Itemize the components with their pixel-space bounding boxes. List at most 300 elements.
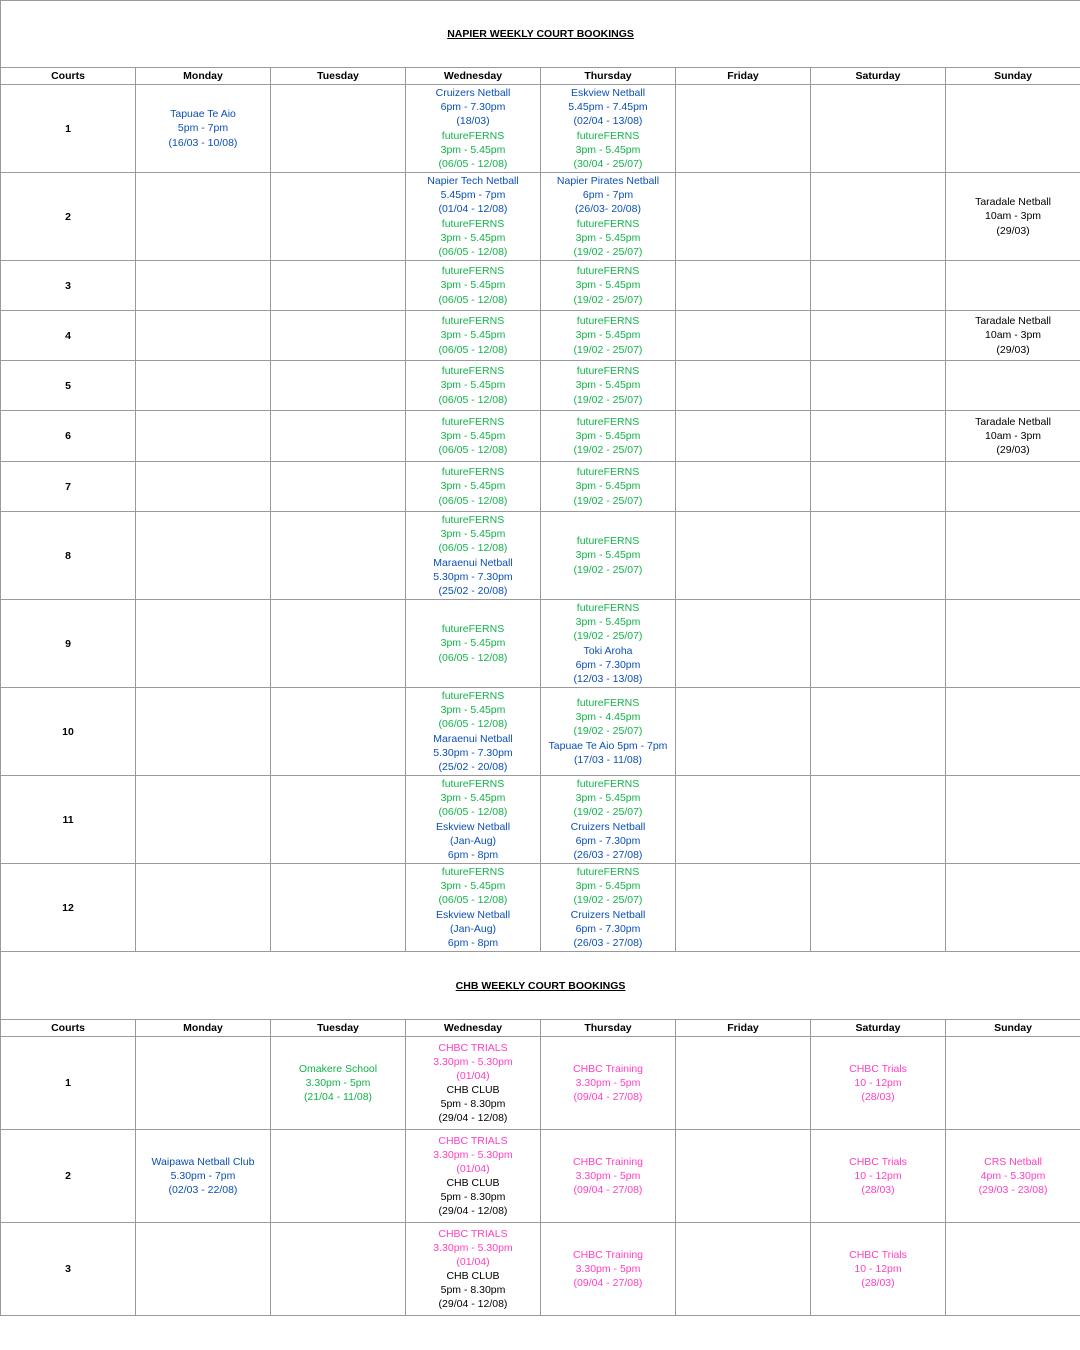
booking-line: 3.30pm - 5.30pm [433, 1241, 513, 1254]
booking-line: futureFERNS [441, 365, 505, 378]
booking-line: (01/04) [456, 1162, 490, 1175]
booking-line: 5pm - 8.30pm [440, 1284, 506, 1297]
booking-line: 3pm - 5.45pm [440, 379, 506, 392]
booking-line: (26/03 - 27/08) [573, 848, 643, 861]
court-number: 3 [1, 261, 136, 311]
booking-line: (29/04 - 12/08) [438, 1205, 508, 1218]
booking-cell-saturday [811, 462, 946, 512]
booking-cell-sunday [946, 1037, 1080, 1130]
booking-cell-sunday [946, 1130, 1080, 1223]
booking-cell-tuesday [271, 688, 406, 776]
booking-cell-thursday [541, 462, 676, 512]
booking-entry [811, 1155, 945, 1197]
booking-line: (19/02 - 25/07) [573, 444, 643, 457]
booking-line: Napier Tech Netball [427, 175, 519, 188]
booking-cell-sunday [946, 261, 1080, 311]
header-sunday: Sunday [946, 1020, 1080, 1037]
booking-cell-monday [136, 512, 271, 600]
booking-entry [541, 1062, 675, 1104]
court-row [1, 462, 1080, 512]
booking-cell-monday [136, 311, 271, 361]
booking-line: 6pm - 7.30pm [575, 658, 641, 671]
booking-cell-monday [136, 173, 271, 261]
booking-cell-wednesday [406, 1223, 541, 1316]
booking-line: (30/04 - 25/07) [573, 157, 643, 170]
booking-line: Cruizers Netball [570, 908, 646, 921]
booking-line: futureFERNS [576, 602, 640, 615]
booking-cell-tuesday [271, 261, 406, 311]
booking-cell-monday [136, 1037, 271, 1130]
booking-line: 5.30pm - 7pm [170, 1169, 236, 1182]
booking-line: 3pm - 5.45pm [575, 549, 641, 562]
court-row [1, 1037, 1080, 1130]
booking-line: (06/05 - 12/08) [438, 245, 508, 258]
booking-cell-tuesday [271, 462, 406, 512]
booking-line: (29/03) [996, 444, 1030, 457]
header-monday: Monday [136, 1020, 271, 1037]
booking-cell-monday [136, 261, 271, 311]
booking-line: futureFERNS [441, 623, 505, 636]
booking-line: (06/05 - 12/08) [438, 343, 508, 356]
booking-line: (19/02 - 25/07) [573, 630, 643, 643]
booking-line: futureFERNS [441, 217, 505, 230]
booking-entry [136, 107, 270, 149]
court-number: 1 [1, 1037, 136, 1130]
booking-cell-friday [676, 85, 811, 173]
header-courts: Courts [1, 1020, 136, 1037]
booking-cell-saturday [811, 411, 946, 462]
court-row [1, 1223, 1080, 1316]
booking-line: (26/03 - 27/08) [573, 936, 643, 949]
booking-line: futureFERNS [441, 690, 505, 703]
booking-entry [811, 1248, 945, 1290]
booking-line: 4pm - 5.30pm [980, 1169, 1046, 1182]
court-row [1, 311, 1080, 361]
booking-line: (19/02 - 25/07) [573, 245, 643, 258]
booking-line: CHBC Training [572, 1248, 644, 1261]
booking-line: Omakere School [298, 1062, 378, 1075]
booking-line: 10am - 3pm [985, 429, 1042, 442]
booking-line: 3pm - 5.45pm [575, 429, 641, 442]
header-thursday: Thursday [541, 1020, 676, 1037]
booking-line: 10 - 12pm [854, 1169, 902, 1182]
booking-cell-saturday [811, 85, 946, 173]
booking-line: (01/04 - 12/08) [438, 203, 508, 216]
court-row [1, 261, 1080, 311]
booking-cell-saturday [811, 261, 946, 311]
booking-line: 3pm - 5.45pm [440, 143, 506, 156]
court-number: 4 [1, 311, 136, 361]
court-number: 3 [1, 1223, 136, 1316]
header-sunday: Sunday [946, 68, 1080, 85]
booking-line: 5.45pm - 7pm [440, 189, 506, 202]
booking-line: Taradale Netball [975, 315, 1051, 328]
booking-entry [271, 1062, 405, 1104]
booking-line: (12/03 - 13/08) [573, 672, 643, 685]
booking-line: Eskview Netball [435, 820, 511, 833]
booking-line: 3pm - 5.45pm [440, 880, 506, 893]
booking-line: 3pm - 5.45pm [575, 143, 641, 156]
booking-line: (21/04 - 11/08) [303, 1091, 373, 1104]
booking-cell-saturday [811, 864, 946, 952]
court-row [1, 85, 1080, 173]
booking-cell-saturday [811, 361, 946, 411]
booking-line: futureFERNS [576, 697, 640, 710]
court-number: 2 [1, 1130, 136, 1223]
booking-line: (09/04 - 27/08) [573, 1184, 643, 1197]
booking-cell-tuesday [271, 361, 406, 411]
booking-cell-thursday [541, 1130, 676, 1223]
booking-line: 10am - 3pm [985, 329, 1042, 342]
booking-line: futureFERNS [576, 129, 640, 142]
booking-cell-friday [676, 1223, 811, 1316]
booking-line: (01/04) [456, 1255, 490, 1268]
booking-cell-saturday [811, 1037, 946, 1130]
booking-entry [406, 1041, 540, 1083]
booking-line: 3pm - 5.45pm [440, 792, 506, 805]
booking-cell-saturday [811, 512, 946, 600]
court-number: 12 [1, 864, 136, 952]
court-row [1, 776, 1080, 864]
booking-cell-sunday [946, 688, 1080, 776]
booking-cell-thursday [541, 688, 676, 776]
booking-entry [406, 908, 540, 950]
booking-line: futureFERNS [576, 217, 640, 230]
booking-cell-wednesday [406, 776, 541, 864]
booking-cell-friday [676, 864, 811, 952]
booking-cell-friday [676, 173, 811, 261]
booking-cell-tuesday [271, 776, 406, 864]
booking-entry [406, 415, 540, 457]
booking-entry [406, 314, 540, 356]
booking-line: 5pm - 8.30pm [440, 1098, 506, 1111]
booking-cell-friday [676, 600, 811, 688]
booking-cell-sunday [946, 462, 1080, 512]
booking-entry [541, 174, 675, 216]
booking-cell-monday [136, 85, 271, 173]
booking-line: CHBC Training [572, 1155, 644, 1168]
booking-cell-wednesday [406, 173, 541, 261]
booking-line: 3pm - 5.45pm [575, 379, 641, 392]
booking-line: Taradale Netball [975, 196, 1051, 209]
header-wednesday: Wednesday [406, 68, 541, 85]
booking-cell-monday [136, 361, 271, 411]
booking-cell-wednesday [406, 462, 541, 512]
booking-line: 3pm - 4.45pm [575, 711, 641, 724]
booking-line: 3pm - 5.45pm [575, 279, 641, 292]
booking-cell-wednesday [406, 512, 541, 600]
booking-cell-saturday [811, 688, 946, 776]
booking-line: (25/02 - 20/08) [438, 760, 508, 773]
booking-line: 6pm - 7pm [582, 189, 634, 202]
booking-entry [406, 1227, 540, 1269]
napier-rows [1, 85, 1080, 952]
booking-line: futureFERNS [441, 466, 505, 479]
booking-line: CRS Netball [984, 1155, 1042, 1168]
booking-cell-sunday [946, 1223, 1080, 1316]
booking-cell-thursday [541, 261, 676, 311]
booking-line: CHBC TRIALS [438, 1134, 508, 1147]
booking-cell-friday [676, 462, 811, 512]
booking-line: 6pm - 7.30pm [575, 834, 641, 847]
booking-entry [406, 1134, 540, 1176]
booking-line: (29/03) [996, 343, 1030, 356]
booking-cell-sunday [946, 512, 1080, 600]
booking-line: (19/02 - 25/07) [573, 725, 643, 738]
booking-line: 3pm - 5.45pm [575, 616, 641, 629]
booking-entry [541, 217, 675, 259]
court-row [1, 600, 1080, 688]
booking-line: (09/04 - 27/08) [573, 1091, 643, 1104]
booking-line: 5.30pm - 7.30pm [433, 570, 513, 583]
booking-line: Tapuae Te Aio 5pm - 7pm [548, 739, 668, 752]
booking-cell-monday [136, 1223, 271, 1316]
booking-cell-thursday [541, 311, 676, 361]
booking-entry [406, 264, 540, 306]
booking-line: 5.45pm - 7.45pm [568, 101, 648, 114]
booking-line: futureFERNS [576, 365, 640, 378]
booking-cell-thursday [541, 173, 676, 261]
booking-line: (06/05 - 12/08) [438, 542, 508, 555]
booking-line: (Jan-Aug) [449, 834, 497, 847]
booking-line: (28/03) [861, 1091, 895, 1104]
booking-line: futureFERNS [441, 866, 505, 879]
booking-line: (29/03) [996, 224, 1030, 237]
booking-cell-tuesday [271, 1223, 406, 1316]
header-wednesday: Wednesday [406, 1020, 541, 1037]
booking-entry [406, 129, 540, 171]
booking-line: CHBC Trials [849, 1248, 907, 1261]
court-row [1, 688, 1080, 776]
booking-line: Cruizers Netball [570, 820, 646, 833]
booking-entry [541, 601, 675, 643]
booking-cell-wednesday [406, 864, 541, 952]
booking-line: (06/05 - 12/08) [438, 494, 508, 507]
booking-cell-monday [136, 600, 271, 688]
booking-cell-saturday [811, 776, 946, 864]
booking-line: 3pm - 5.45pm [440, 279, 506, 292]
booking-line: Cruizers Netball [435, 87, 511, 100]
booking-line: (19/02 - 25/07) [573, 393, 643, 406]
booking-line: (Jan-Aug) [449, 922, 497, 935]
booking-line: CHBC Training [572, 1062, 644, 1075]
booking-line: (06/05 - 12/08) [438, 894, 508, 907]
booking-cell-monday [136, 462, 271, 512]
booking-cell-sunday [946, 600, 1080, 688]
booking-entry [136, 1155, 270, 1197]
booking-cell-wednesday [406, 411, 541, 462]
booking-entry [946, 314, 1080, 356]
booking-entry [541, 1248, 675, 1290]
header-friday: Friday [676, 1020, 811, 1037]
booking-cell-friday [676, 512, 811, 600]
booking-cell-monday [136, 411, 271, 462]
booking-entry [406, 513, 540, 555]
booking-cell-friday [676, 311, 811, 361]
court-row [1, 173, 1080, 261]
booking-entry [541, 777, 675, 819]
booking-cell-monday [136, 776, 271, 864]
booking-line: 3pm - 5.45pm [440, 528, 506, 541]
booking-line: 3pm - 5.45pm [575, 329, 641, 342]
header-thursday: Thursday [541, 68, 676, 85]
booking-line: (06/05 - 12/08) [438, 718, 508, 731]
booking-cell-sunday [946, 411, 1080, 462]
booking-cell-friday [676, 1130, 811, 1223]
booking-cell-tuesday [271, 600, 406, 688]
napier-title: NAPIER WEEKLY COURT BOOKINGS [1, 1, 1080, 68]
booking-cell-thursday [541, 361, 676, 411]
booking-line: 6pm - 7.30pm [440, 101, 506, 114]
booking-entry [811, 1062, 945, 1104]
booking-cell-friday [676, 1037, 811, 1130]
booking-entry [946, 195, 1080, 237]
napier-header-row [1, 68, 1080, 85]
booking-line: 10am - 3pm [985, 210, 1042, 223]
booking-cell-saturday [811, 1130, 946, 1223]
booking-line: 6pm - 8pm [447, 848, 499, 861]
booking-cell-wednesday [406, 361, 541, 411]
booking-cell-sunday [946, 311, 1080, 361]
booking-line: 10 - 12pm [854, 1076, 902, 1089]
booking-cell-thursday [541, 864, 676, 952]
booking-cell-sunday [946, 776, 1080, 864]
booking-line: (19/02 - 25/07) [573, 563, 643, 576]
booking-cell-sunday [946, 361, 1080, 411]
booking-line: 5.30pm - 7.30pm [433, 746, 513, 759]
booking-entry [406, 689, 540, 731]
booking-entry [406, 174, 540, 216]
booking-entry [541, 865, 675, 907]
booking-line: (28/03) [861, 1277, 895, 1290]
booking-cell-tuesday [271, 173, 406, 261]
booking-entry [406, 1083, 540, 1125]
booking-cell-tuesday [271, 864, 406, 952]
court-number: 9 [1, 600, 136, 688]
booking-line: 3pm - 5.45pm [440, 429, 506, 442]
booking-line: 5pm - 8.30pm [440, 1191, 506, 1204]
court-number: 11 [1, 776, 136, 864]
booking-line: 6pm - 7.30pm [575, 922, 641, 935]
booking-cell-tuesday [271, 512, 406, 600]
court-row [1, 512, 1080, 600]
booking-entry [406, 865, 540, 907]
booking-line: 3pm - 5.45pm [440, 329, 506, 342]
booking-cell-sunday [946, 85, 1080, 173]
booking-cell-wednesday [406, 1037, 541, 1130]
booking-line: (28/03) [861, 1184, 895, 1197]
chb-header-row [1, 1020, 1080, 1037]
booking-entry [541, 644, 675, 686]
court-row [1, 864, 1080, 952]
booking-line: (19/02 - 25/07) [573, 494, 643, 507]
booking-line: Eskview Netball [570, 87, 646, 100]
booking-line: Napier Pirates Netball [556, 175, 660, 188]
booking-entry [946, 415, 1080, 457]
header-saturday: Saturday [811, 1020, 946, 1037]
booking-line: 3.30pm - 5.30pm [433, 1148, 513, 1161]
booking-entry [541, 820, 675, 862]
booking-entry [541, 364, 675, 406]
court-row [1, 1130, 1080, 1223]
booking-entry [541, 264, 675, 306]
chb-bookings-section [1, 952, 1080, 1037]
booking-line: 3.30pm - 5.30pm [433, 1055, 513, 1068]
booking-cell-saturday [811, 600, 946, 688]
booking-cell-sunday [946, 173, 1080, 261]
napier-bookings-section [1, 1, 1080, 85]
booking-line: 3pm - 5.45pm [440, 637, 506, 650]
booking-line: (19/02 - 25/07) [573, 343, 643, 356]
booking-line: (16/03 - 10/08) [168, 136, 238, 149]
court-number: 2 [1, 173, 136, 261]
court-number: 7 [1, 462, 136, 512]
chb-title: CHB WEEKLY COURT BOOKINGS [1, 952, 1080, 1020]
booking-entry [406, 820, 540, 862]
booking-cell-friday [676, 411, 811, 462]
booking-line: (02/04 - 13/08) [573, 115, 643, 128]
booking-line: (06/05 - 12/08) [438, 293, 508, 306]
booking-entry [541, 908, 675, 950]
booking-entry [541, 696, 675, 738]
court-number: 1 [1, 85, 136, 173]
booking-cell-thursday [541, 1223, 676, 1316]
booking-line: 3.30pm - 5pm [575, 1169, 641, 1182]
chb-rows [1, 1037, 1080, 1316]
booking-cell-saturday [811, 1223, 946, 1316]
booking-line: 3pm - 5.45pm [440, 231, 506, 244]
booking-line: 3pm - 5.45pm [575, 480, 641, 493]
booking-line: (01/04) [456, 1069, 490, 1082]
court-row [1, 361, 1080, 411]
booking-line: 3.30pm - 5pm [305, 1076, 371, 1089]
booking-entry [541, 465, 675, 507]
header-monday: Monday [136, 68, 271, 85]
booking-line: futureFERNS [441, 415, 505, 428]
booking-line: 3pm - 5.45pm [440, 704, 506, 717]
booking-line: CHB CLUB [446, 1084, 500, 1096]
booking-entry [541, 129, 675, 171]
booking-line: (09/04 - 27/08) [573, 1277, 643, 1290]
booking-line: futureFERNS [576, 778, 640, 791]
booking-line: 10 - 12pm [854, 1262, 902, 1275]
booking-line: 3.30pm - 5pm [575, 1076, 641, 1089]
booking-line: (29/04 - 12/08) [438, 1112, 508, 1125]
booking-line: futureFERNS [441, 514, 505, 527]
booking-entry [406, 465, 540, 507]
booking-line: (06/05 - 12/08) [438, 157, 508, 170]
booking-line: Toki Aroha [583, 644, 633, 657]
court-row [1, 411, 1080, 462]
booking-line: futureFERNS [576, 466, 640, 479]
booking-line: 3pm - 5.45pm [575, 231, 641, 244]
header-courts: Courts [1, 68, 136, 85]
court-number: 6 [1, 411, 136, 462]
booking-line: futureFERNS [576, 265, 640, 278]
booking-line: 3pm - 5.45pm [575, 792, 641, 805]
booking-line: Maraenui Netball [433, 556, 513, 569]
booking-entry [541, 86, 675, 128]
booking-entry [406, 777, 540, 819]
booking-line: futureFERNS [441, 129, 505, 142]
booking-cell-wednesday [406, 600, 541, 688]
booking-line: (06/05 - 12/08) [438, 651, 508, 664]
booking-line: CHBC TRIALS [438, 1041, 508, 1054]
booking-line: (26/03- 20/08) [575, 203, 641, 216]
booking-cell-thursday [541, 85, 676, 173]
booking-entry [406, 217, 540, 259]
booking-line: futureFERNS [441, 778, 505, 791]
